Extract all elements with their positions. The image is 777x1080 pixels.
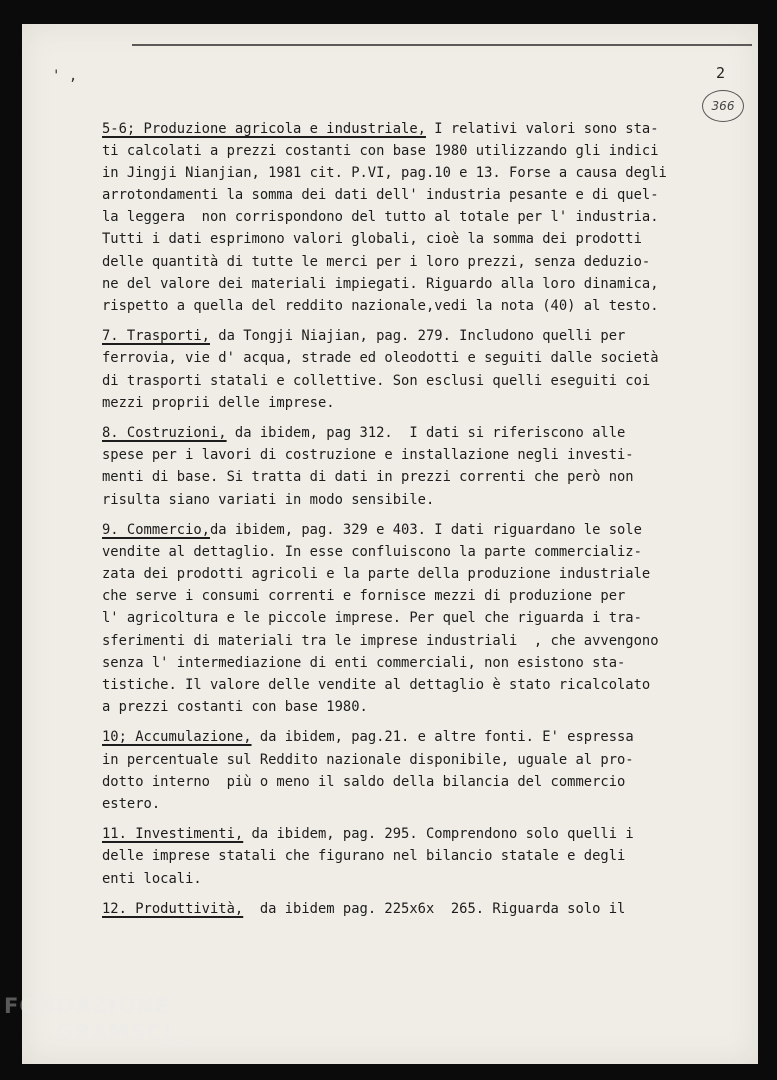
watermark-logo bbox=[4, 994, 191, 1048]
text-line: delle quantità di tutte le merci per i loro prezzi, senza deduzio- bbox=[102, 253, 651, 270]
text-line: la leggera non corrispondono del tutto al totale per l' industria. bbox=[102, 209, 659, 226]
text-line: ferrovia, vie d' acqua, strade ed oleodotti e seguiti dalle società bbox=[102, 350, 659, 367]
text-line: sferimenti di materiali tra le imprese industriali , che avvengono bbox=[102, 632, 659, 649]
text-line: senza l' intermediazione di enti commerciali, non esistono sta- bbox=[102, 654, 626, 671]
text-line: risulta siano variati in modo sensibile. bbox=[102, 491, 435, 508]
text-line: 9. Commercio,da ibidem, pag. 329 e 403. I dati riguardano le sole bbox=[102, 522, 642, 539]
watermark-line-2: GRAMSCI bbox=[56, 1020, 172, 1044]
text-line: delle imprese statali che figurano nel bilancio statale e degli bbox=[102, 848, 626, 865]
note-paragraph bbox=[102, 325, 722, 413]
text-line: Tutti i dati esprimono valori globali, cioè la somma dei prodotti bbox=[102, 231, 642, 248]
text-line: tistiche. Il valore delle vendite al dettaglio è stato ricalcolato bbox=[102, 676, 651, 693]
text-line: 11. Investimenti, da ibidem, pag. 295. Comprendono solo quelli i bbox=[102, 826, 634, 843]
text-line: a prezzi costanti con base 1980. bbox=[102, 698, 368, 715]
text-line: ne del valore dei materiali impiegati. Riguardo alla loro dinamica, bbox=[102, 275, 659, 292]
text-line: enti locali. bbox=[102, 870, 202, 887]
page-number: 2 bbox=[716, 64, 726, 82]
text-line: di trasporti statali e collettive. Son esclusi quelli eseguiti coi bbox=[102, 372, 651, 389]
text-line: zata dei prodotti agricoli e la parte della produzione industriale bbox=[102, 566, 651, 583]
text-line: ti calcolati a prezzi costanti con base 1980 utilizzando gli indici bbox=[102, 143, 659, 160]
text-line: l' agricoltura e le piccole imprese. Per quel che riguarda i tra- bbox=[102, 610, 642, 627]
note-paragraph bbox=[102, 898, 722, 920]
text-line: che serve i consumi correnti e fornisce mezzi di produzione per bbox=[102, 588, 626, 605]
note-heading: 5-6; Produzione agricola e industriale, bbox=[102, 121, 426, 137]
note-heading: 7. Trasporti, bbox=[102, 328, 210, 345]
document-page bbox=[22, 24, 758, 1064]
watermark-line-1: FONDAZIONE bbox=[4, 994, 171, 1018]
text-line: 5-6; Produzione agricola e industriale, I relativi valori sono sta- bbox=[102, 121, 659, 137]
margin-marks: ' , bbox=[52, 68, 78, 84]
text-line: dotto interno più o meno il saldo della bilancia del commercio bbox=[102, 773, 626, 790]
text-line: in Jingji Nianjian, 1981 cit. P.VI, pag.10 e 13. Forse a causa degli bbox=[102, 165, 667, 182]
note-paragraph bbox=[102, 823, 722, 889]
text-line: mezzi proprii delle imprese. bbox=[102, 394, 335, 411]
note-heading: 9. Commercio, bbox=[102, 522, 210, 539]
note-heading: 11. Investimenti, bbox=[102, 826, 244, 843]
typewritten-text bbox=[102, 118, 722, 929]
text-line: 8. Costruzioni, da ibidem, pag 312. I dati si riferiscono alle bbox=[102, 425, 626, 442]
note-paragraph bbox=[102, 118, 722, 317]
text-line: in percentuale sul Reddito nazionale disponibile, uguale al pro- bbox=[102, 751, 634, 768]
text-line: vendite al dettaglio. In esse confluiscono la parte commercializ- bbox=[102, 544, 642, 561]
text-line: menti di base. Si tratta di dati in prezzi correnti che però non bbox=[102, 469, 634, 486]
text-line: 10; Accumulazione, da ibidem, pag.21. e altre fonti. E' espressa bbox=[102, 729, 634, 746]
note-heading: 8. Costruzioni, bbox=[102, 425, 227, 442]
text-line: estero. bbox=[102, 795, 161, 812]
watermark-line-3: onlus bbox=[162, 1038, 192, 1048]
text-line: arrotondamenti la somma dei dati dell' industria pesante e di quel- bbox=[102, 187, 659, 204]
text-line: spese per i lavori di costruzione e installazione negli investi- bbox=[102, 447, 634, 464]
note-paragraph bbox=[102, 519, 722, 718]
text-line: 12. Produttività, da ibidem pag. 225x6x 265. Riguarda solo il bbox=[102, 901, 626, 918]
note-heading: 12. Produttività, bbox=[102, 901, 244, 918]
text-line: 7. Trasporti, da Tongji Niajian, pag. 279. Includono quelli per bbox=[102, 328, 626, 345]
text-line: rispetto a quella del reddito nazionale,vedi la nota (40) al testo. bbox=[102, 297, 659, 314]
note-paragraph bbox=[102, 726, 722, 814]
top-rule bbox=[132, 44, 752, 46]
note-heading: 10; Accumulazione, bbox=[102, 729, 252, 746]
note-paragraph bbox=[102, 422, 722, 510]
archive-stamp: 366 bbox=[702, 90, 744, 122]
